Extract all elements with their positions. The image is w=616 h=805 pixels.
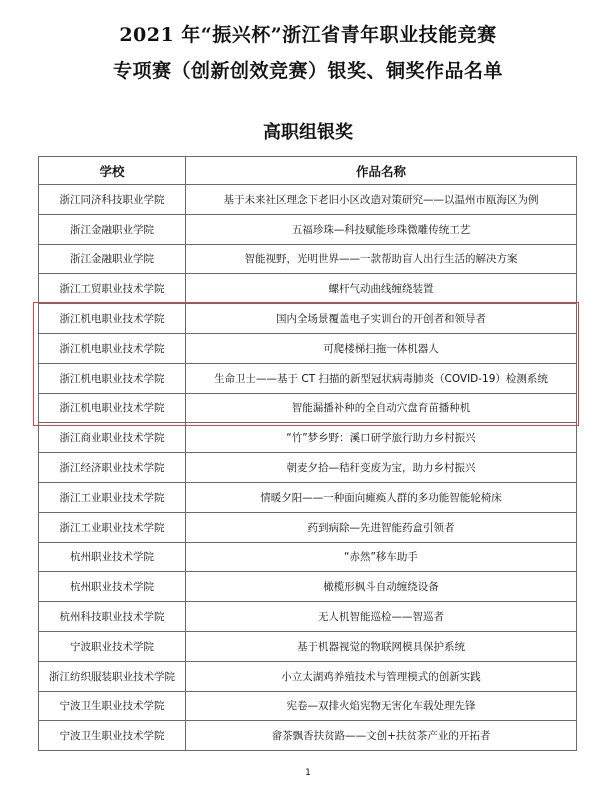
- work-cell: “赤然”移车助手: [186, 542, 577, 572]
- work-cell: 宪卷—双排火焰宪物无害化车载处理先锋: [186, 691, 577, 721]
- work-cell: “竹”梦乡野：溪口研学旅行助力乡村振兴: [186, 423, 577, 453]
- school-cell: 杭州科技职业技术学院: [39, 602, 186, 632]
- header-work: 作品名称: [186, 157, 577, 185]
- school-cell: 宁波卫生职业技术学院: [39, 691, 186, 721]
- work-cell: 小立太湖鸡养殖技术与管理模式的创新实践: [186, 661, 577, 691]
- table-row: [39, 185, 577, 215]
- table-row: [39, 423, 577, 453]
- work-cell: 智能视野，光明世界——一款帮助盲人出行生活的解决方案: [186, 244, 577, 274]
- school-cell: 浙江商业职业技术学院: [39, 423, 186, 453]
- table-row: [39, 333, 577, 363]
- table-row: [39, 602, 577, 632]
- table-row: [39, 661, 577, 691]
- school-cell: 浙江工业职业技术学院: [39, 512, 186, 542]
- school-cell: 浙江经济职业技术学院: [39, 453, 186, 483]
- school-cell: 浙江工业职业技术学院: [39, 482, 186, 512]
- table-row: [39, 691, 577, 721]
- work-cell: 畲茶飘香扶贫路——文创+扶贫茶产业的开拓者: [186, 721, 577, 751]
- work-cell: 基于机器视觉的物联网模具保护系统: [186, 631, 577, 661]
- page-number: 1: [305, 768, 311, 778]
- work-cell: 药到病除—先进智能药盒引领者: [186, 512, 577, 542]
- school-cell: 浙江纺织服装职业技术学院: [39, 661, 186, 691]
- work-cell: 情暖夕阳——一种面向瘫痪人群的多功能智能轮椅床: [186, 482, 577, 512]
- work-cell: 无人机智能巡检——智巡者: [186, 602, 577, 632]
- table-row: [39, 393, 577, 423]
- work-cell: 螺杆气动曲线缠绕装置: [186, 274, 577, 304]
- school-cell: 浙江同济科技职业学院: [39, 185, 186, 215]
- work-cell: 智能漏播补种的全自动穴盘育苗播种机: [186, 393, 577, 423]
- table-row: [39, 512, 577, 542]
- work-cell: 五福珍珠—科技赋能珍珠微雕传统工艺: [186, 214, 577, 244]
- work-cell: 朝麦夕拾—秸秆变废为宝，助力乡村振兴: [186, 453, 577, 483]
- table-row: [39, 304, 577, 334]
- document-title-line-1: 2021 年“振兴杯”浙江省青年职业技能竞赛: [119, 24, 497, 46]
- table-row: [39, 214, 577, 244]
- school-cell: 浙江工贸职业技术学院: [39, 274, 186, 304]
- work-cell: 生命卫士——基于 CT 扫描的新型冠状病毒肺炎（COVID-19）检测系统: [186, 363, 577, 393]
- school-cell: 浙江金融职业学院: [39, 244, 186, 274]
- table-row: [39, 482, 577, 512]
- school-cell: 浙江机电职业技术学院: [39, 304, 186, 334]
- document-title-line-2: 专项赛（创新创效竞赛）银奖、铜奖作品名单: [112, 60, 503, 82]
- work-cell: 可爬楼梯扫拖一体机器人: [186, 333, 577, 363]
- school-cell: 浙江机电职业技术学院: [39, 333, 186, 363]
- school-cell: 宁波职业技术学院: [39, 631, 186, 661]
- table-row: [39, 244, 577, 274]
- work-cell: 国内全场景覆盖电子实训台的开创者和领导者: [186, 304, 577, 334]
- school-cell: 杭州职业技术学院: [39, 542, 186, 572]
- school-cell: 浙江金融职业学院: [39, 214, 186, 244]
- table-body: [39, 185, 577, 751]
- school-cell: 浙江机电职业技术学院: [39, 363, 186, 393]
- award-table: [38, 156, 577, 751]
- school-cell: 杭州职业技术学院: [39, 572, 186, 602]
- table-header-row: [39, 157, 577, 185]
- table-row: [39, 542, 577, 572]
- table-row: [39, 363, 577, 393]
- work-cell: 橄榄形枫斗自动缠绕设备: [186, 572, 577, 602]
- header-school: 学校: [39, 157, 186, 185]
- table-row: [39, 631, 577, 661]
- school-cell: 宁波卫生职业技术学院: [39, 721, 186, 751]
- work-cell: 基于未来社区理念下老旧小区改造对策研究——以温州市瓯海区为例: [186, 185, 577, 215]
- school-cell: 浙江机电职业技术学院: [39, 393, 186, 423]
- table-row: [39, 572, 577, 602]
- table-row: [39, 453, 577, 483]
- table-row: [39, 274, 577, 304]
- section-title: 高职组银奖: [263, 122, 353, 143]
- table-row: [39, 721, 577, 751]
